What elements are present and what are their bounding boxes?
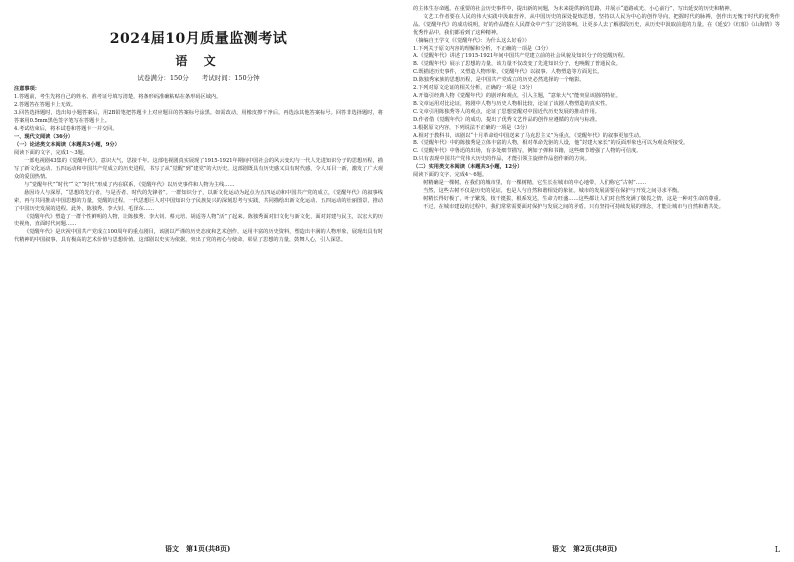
text-paragraph: 《觉醒年代》塑造了一群个性鲜明的人物，让陈独秀、李大钊、蔡元培、胡适等人物“活”了起来。陈独秀面对旧文化与新文化，面对封建与民主，以宏大的历史视角，直面时代问题…… bbox=[14, 213, 383, 228]
text-paragraph: 一部电视剧43集的《觉醒年代》，意识大气，思接千年。这部电视剧真实展现了1915-1921年期间中国社会的风云变幻与一代人先进知识分子的思想历程，描写了新文化运动、五四运动和中国共产党成立的历史进程，书写了从“觉醒”到“建党”的大历史。这部剧既具有历史感又具有时代感，令人耳目一新，激发了广大观众的爱国热情。 bbox=[14, 158, 383, 180]
footer-left: 语文 第1页(共8页) bbox=[165, 544, 231, 553]
text-paragraph: A.开篇引经典人物《觉醒年代》的剧评和观点，引入主题，“意象大气”能突显该剧的特征。 bbox=[413, 92, 621, 99]
right-body bbox=[413, 6, 780, 212]
text-paragraph: 文艺工作者要在人民的伟大实践中汲取营养，从中国历史的深处提炼思想，坚持以人民为中心的创作导向，把握时代的脉搏，创作出无愧于时代的优秀作品。《觉醒年代》的成功说明，好的作品能在人民群众中产生广泛的影响，让更多人去了解那段历史，从历史中汲取前进的力量。在《延安》《红船》《山海情》等优秀作品中，我们都看到了这种精神。 bbox=[413, 13, 780, 36]
note-item: 3.回答选择题时，选出每小题答案后，用2B铅笔把答题卡上对应题目的答案标号涂黑。如需改动，用橡皮擦干净后，再选涂其他答案标号。回答非选择题时，将答案用0.5mm黑色签字笔写在答题卡上。 bbox=[14, 109, 383, 124]
text-paragraph: C.《觉醒年代》中鲁迅的出场，有多处细节描写，例如子弹和书籍，这些细节增强了人物的可信度。 bbox=[413, 148, 642, 155]
text-paragraph: 树精长得好极了，叶子繁茂，枝干挺拔，根系发达，生命力旺盛……这些都让人们对自然充满了敬畏之情，这是一种对生命的尊重。 bbox=[423, 195, 724, 202]
text-paragraph: 1.下列关于原文内容的理解和分析，不正确的一项是（3分） bbox=[413, 45, 551, 52]
corner-mark: L bbox=[774, 545, 780, 554]
subject-title: 语 文 bbox=[175, 54, 222, 68]
footer-right: 语文 第2页(共8页) bbox=[552, 544, 618, 553]
text-paragraph: （摘编自王学文《《觉醒年代》：为什么这么好看》） bbox=[413, 37, 530, 44]
notes-list bbox=[14, 94, 383, 134]
text-paragraph: 不过，在城市建设的过程中，我们常常需要面对保护与发展之间的矛盾。只有坚持可持续发展的理念，才能让城市与自然和谐共处。 bbox=[423, 203, 724, 210]
text-paragraph: （一）论述类文本阅读（本题共3小题，9分） bbox=[14, 142, 120, 149]
text-paragraph: B.《觉醒年代》展示了思想的力量，该力量不仅改变了先进知识分子，也唤醒了普通民众。 bbox=[413, 61, 621, 68]
text-paragraph: 3.根据原文内容，下列说法不正确的一项是（3分） bbox=[413, 124, 531, 131]
text-paragraph: B.《觉醒年代》中的陈独秀是立体丰富的人物，相对革命先驱的人设，他“封建大家长”的反面形象也可以为观众所接受。 bbox=[413, 140, 689, 147]
exam-info: 试卷满分：150分 考试时间：150分钟 bbox=[137, 74, 260, 82]
exam-title: 2024届10月质量监测考试 bbox=[109, 31, 288, 47]
text-paragraph: 悬因诗人与深厚，“思想的先行者，与是否者、时代的先锋者”。一群知识分子，以新文化运动为起点为五四运动和中国共产党的成立，《觉醒年代》的叙事线索，再与共同推动中国思想的力量，觉醒的过程，一代思想巨人对中国知识分子民族复兴的深刻思考与实践，共同描绘出新文化运动、五四运动的壮丽图景，推动了中国历史发展的进程。此外，陈独秀、李大钊、毛泽东…… bbox=[14, 189, 383, 212]
notes-heading: 注意事项： bbox=[14, 86, 40, 92]
note-item: 1.答题前，考生先将自己的姓名、准考证号填写清楚，将条形码准确粘贴在条形码区域内。 bbox=[14, 93, 222, 100]
text-paragraph: 一、现代文阅读（36分） bbox=[14, 134, 74, 141]
note-item: 2.答题答在答题卡上无效。 bbox=[14, 101, 77, 108]
text-paragraph: A.《觉醒年代》讲述了1915-1921年间中国共产党建立前的社会风貌及知识分子的觉醒历程。 bbox=[413, 53, 629, 60]
text-paragraph: B.文章运用对比论证，将剧中人物与历史人物相比较，论证了该剧人物塑造的真实性。 bbox=[413, 100, 611, 107]
text-paragraph: 阅读下面的文字，完成4～6题。 bbox=[413, 172, 488, 179]
text-paragraph: D.陈独秀家族的思想历程，是中国共产党成立的历史必然选择的一个缩影。 bbox=[413, 77, 585, 84]
note-item: 4.考试结束后，将本试卷和答题卡一并交回。 bbox=[14, 125, 118, 132]
text-paragraph: 《觉醒年代》是庆祝中国共产党成立100周年的重点剧目，该剧以严谨的历史态度和艺术创作，运用丰富的历史资料，塑造出丰满的人物形象，展现出具有时代精神的中国叙事，具有极高的艺术价值与思想价值。这部剧以史实为依据，突出了党的初心与使命，彰显了思想的力量，鼓舞人心，引人深思。 bbox=[14, 229, 383, 244]
text-paragraph: C.文章引用陈独秀等人的观点，论证了思想觉醒对中国近代历史发展的推动作用。 bbox=[413, 108, 600, 115]
left-body bbox=[14, 134, 383, 245]
text-paragraph: （二）实用类文本阅读（本题共3小题，12分） bbox=[413, 164, 523, 171]
text-paragraph: 与“觉醒年代”“时代”“文”“时代”形成了内在联系，《觉醒年代》以历史事件和人物为主线…… bbox=[24, 181, 235, 188]
text-paragraph: 阅读下面的文字，完成1～3题。 bbox=[14, 150, 89, 157]
text-paragraph: 的主体生存命题。在重要的社会历史事件中，提出新的问题，为未来提供新的思路，并展示“道路或光、小心前行”，写出延安的历史和精神。 bbox=[413, 6, 735, 12]
page-right bbox=[397, 0, 794, 562]
text-paragraph: 当然，这些古树不仅是历史的见证，也是人与自然和谐相处的象征。城市的发展需要在保护与开发之间寻求平衡。 bbox=[423, 187, 683, 194]
text-paragraph: D.只有表现中国共产党伟大历史的作品，才能引领主旋律作品创作新的方向。 bbox=[413, 156, 590, 163]
text-paragraph: C.既描述历史事件，又塑造人物形象，《觉醒年代》以叙事、人物塑造等方面见长。 bbox=[413, 69, 603, 76]
text-paragraph: A.相对于教科书，该剧以“十月革命给中国送来了马克思主义”为重点，《觉醒年代》的叙事更加生动。 bbox=[413, 132, 645, 139]
text-paragraph: 树精确是一棵树。在我们的城市里，有一棵树精，它生长在城市的中心地带，人们称它“古树”…… bbox=[423, 179, 647, 186]
text-paragraph: 2.下列对原文论证的相关分析，正确的一项是（3分） bbox=[413, 85, 536, 92]
text-paragraph: D.作者借《觉醒年代》的成功，提出了优秀文艺作品的创作应遵循的方向与标准。 bbox=[413, 116, 601, 123]
